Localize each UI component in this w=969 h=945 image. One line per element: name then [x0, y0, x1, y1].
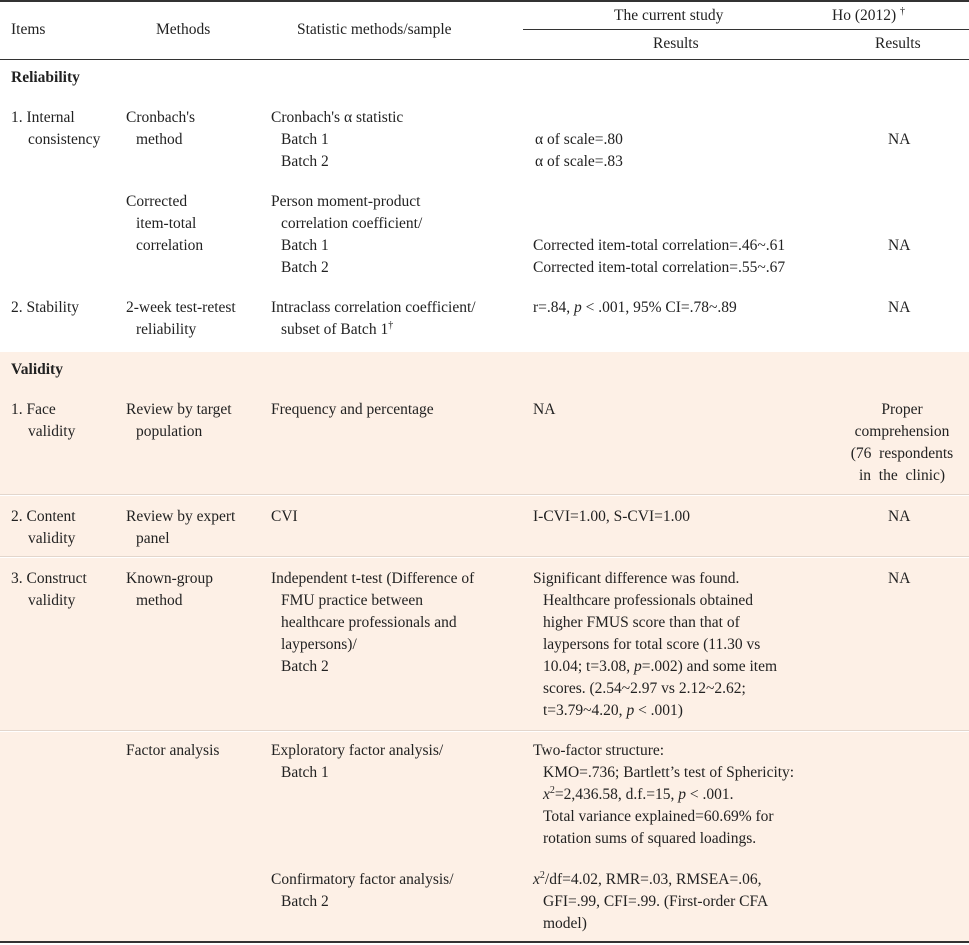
- header-results-ho: Results: [875, 35, 921, 52]
- dagger-mark: †: [388, 319, 394, 331]
- method-line: Cronbach's: [126, 109, 196, 126]
- section-validity: Validity: [11, 361, 63, 378]
- header-current-study: The current study: [614, 7, 724, 24]
- header-items: Items: [11, 21, 46, 38]
- header-rule: [0, 59, 969, 60]
- method-test-retest: [126, 297, 236, 341]
- item-line: 2. Content: [11, 508, 76, 525]
- stat-line: correlation coefficient/: [281, 215, 423, 232]
- stat-frequency: Frequency and percentage: [271, 401, 434, 418]
- method-line: correlation: [136, 237, 204, 254]
- stat-line: Batch 2: [281, 259, 329, 276]
- item-face: [11, 399, 75, 443]
- results-stability: r=.84, p < .001, 95% CI=.78~.89: [533, 299, 737, 316]
- ho-content: NA: [888, 508, 911, 525]
- section-reliability: Reliability: [11, 69, 80, 86]
- row-separator: [0, 494, 969, 495]
- stat-efa: [271, 740, 443, 784]
- current-study-span-rule: [523, 29, 969, 30]
- stat-line: Exploratory factor analysis/: [271, 742, 444, 759]
- ho-line: Proper: [881, 401, 923, 418]
- stat-ttest: [271, 568, 474, 678]
- method-factor-analysis: Factor analysis: [126, 742, 220, 759]
- results-efa: [533, 740, 794, 850]
- stat-line: healthcare professionals and: [281, 614, 457, 631]
- method-line: reliability: [136, 321, 197, 338]
- method-cronbach: [126, 107, 195, 151]
- results-content: I-CVI=1.00, S-CVI=1.00: [533, 508, 690, 525]
- dagger-mark: †: [900, 5, 906, 17]
- result-line: 10.04; t=3.08, p=.002) and some item: [543, 658, 778, 675]
- result-line: α of scale=.80: [535, 131, 623, 148]
- method-line: method: [136, 131, 183, 148]
- item-line: 1. Internal: [11, 109, 75, 126]
- method-line: panel: [136, 530, 170, 547]
- item-construct: [11, 568, 87, 612]
- result-line: rotation sums of squared loadings.: [543, 830, 757, 847]
- method-line: Known-group: [126, 570, 213, 587]
- stat-line: laypersons)/: [281, 636, 357, 653]
- stat-line: FMU practice between: [281, 592, 424, 609]
- ho-face: [838, 399, 966, 487]
- header-results-current: Results: [653, 35, 699, 52]
- ho-construct: NA: [888, 570, 911, 587]
- results-corrected: [533, 235, 785, 279]
- stat-line: Batch 2: [281, 893, 329, 910]
- result-line: α of scale=.83: [535, 153, 623, 170]
- stat-line: Cronbach's α statistic: [271, 109, 404, 126]
- stat-line: Confirmatory factor analysis/: [271, 871, 454, 888]
- method-corrected: [126, 191, 203, 257]
- item-line: validity: [28, 592, 76, 609]
- header-ho: Ho (2012) †: [832, 5, 906, 24]
- result-line: Corrected item-total correlation=.55~.67: [533, 259, 786, 276]
- result-line: Significant difference was found.: [533, 570, 740, 587]
- ho-internal: NA: [888, 131, 911, 148]
- item-line: validity: [28, 423, 76, 440]
- method-line: Review by target: [126, 401, 232, 418]
- ho-stability: NA: [888, 299, 911, 316]
- item-internal: [11, 107, 100, 151]
- result-line: $x^2=2,436.58$, d.f.=15, p < .001.: [543, 784, 734, 803]
- validity-band-factor: [0, 732, 969, 941]
- stat-corrected: [271, 191, 422, 279]
- top-rule: [0, 0, 969, 2]
- item-stability: 2. Stability: [11, 299, 80, 316]
- ho-line: (76 respondents: [850, 445, 954, 462]
- header-statistic: Statistic methods/sample: [297, 21, 452, 38]
- method-line: method: [136, 592, 183, 609]
- item-content: [11, 506, 76, 550]
- result-line: Healthcare professionals obtained: [543, 592, 754, 609]
- stat-line: Intraclass correlation coefficient/: [271, 299, 476, 316]
- result-line: laypersons for total score (11.30 vs: [543, 636, 761, 653]
- result-line: model): [543, 915, 587, 932]
- method-line: 2-week test-retest: [126, 299, 236, 316]
- row-separator: [0, 730, 969, 731]
- result-line: $x^2/df=4.02$, RMR=.03, RMSEA=.06,: [533, 869, 762, 888]
- method-line: Review by expert: [126, 508, 236, 525]
- result-line: KMO=.736; Bartlett’s test of Sphericity:: [543, 764, 795, 781]
- method-known-group: [126, 568, 213, 612]
- stat-intraclass: [271, 297, 476, 341]
- result-line: GFI=.99, CFI=.99. (First-order CFA: [543, 893, 769, 910]
- result-line: Two-factor structure:: [533, 742, 665, 759]
- bottom-rule: [0, 941, 969, 943]
- result-line: scores. (2.54~2.97 vs 2.12~2.62;: [543, 680, 746, 697]
- header-methods: Methods: [156, 21, 211, 38]
- stat-line: Batch 2: [281, 153, 329, 170]
- ho-line: in the clinic): [858, 467, 946, 484]
- stat-line: Person moment-product: [271, 193, 421, 210]
- method-expert-review: [126, 506, 235, 550]
- results-construct: [533, 568, 777, 722]
- stat-cvi: CVI: [271, 508, 298, 525]
- method-target-review: [126, 399, 232, 443]
- stat-line: Batch 1: [281, 764, 329, 781]
- ho-corrected: NA: [888, 237, 911, 254]
- method-line: item-total: [136, 215, 197, 232]
- result-line: t=3.79~4.20, p < .001): [543, 702, 683, 719]
- item-line: 3. Construct: [11, 570, 87, 587]
- method-line: population: [136, 423, 203, 440]
- row-separator: [0, 556, 969, 557]
- results-cfa: [533, 869, 768, 935]
- stat-line: Independent t-test (Difference of: [271, 570, 475, 587]
- results-cronbach: [535, 129, 623, 173]
- result-line: Total variance explained=60.69% for: [543, 808, 774, 825]
- item-line: consistency: [28, 131, 101, 148]
- stat-line: Batch 2: [281, 658, 329, 675]
- stat-cfa: [271, 869, 454, 913]
- ho-line: comprehension: [854, 423, 950, 440]
- method-line: Corrected: [126, 193, 188, 210]
- item-line: 1. Face: [11, 401, 56, 418]
- result-line: higher FMUS score than that of: [543, 614, 740, 631]
- stat-line: Batch 1: [281, 237, 329, 254]
- stat-line: Batch 1: [281, 131, 329, 148]
- results-face: NA: [533, 401, 556, 418]
- stat-line: subset of Batch 1†: [281, 319, 394, 338]
- item-line: validity: [28, 530, 76, 547]
- stat-cronbach: [271, 107, 403, 173]
- result-line: Corrected item-total correlation=.46~.61: [533, 237, 786, 254]
